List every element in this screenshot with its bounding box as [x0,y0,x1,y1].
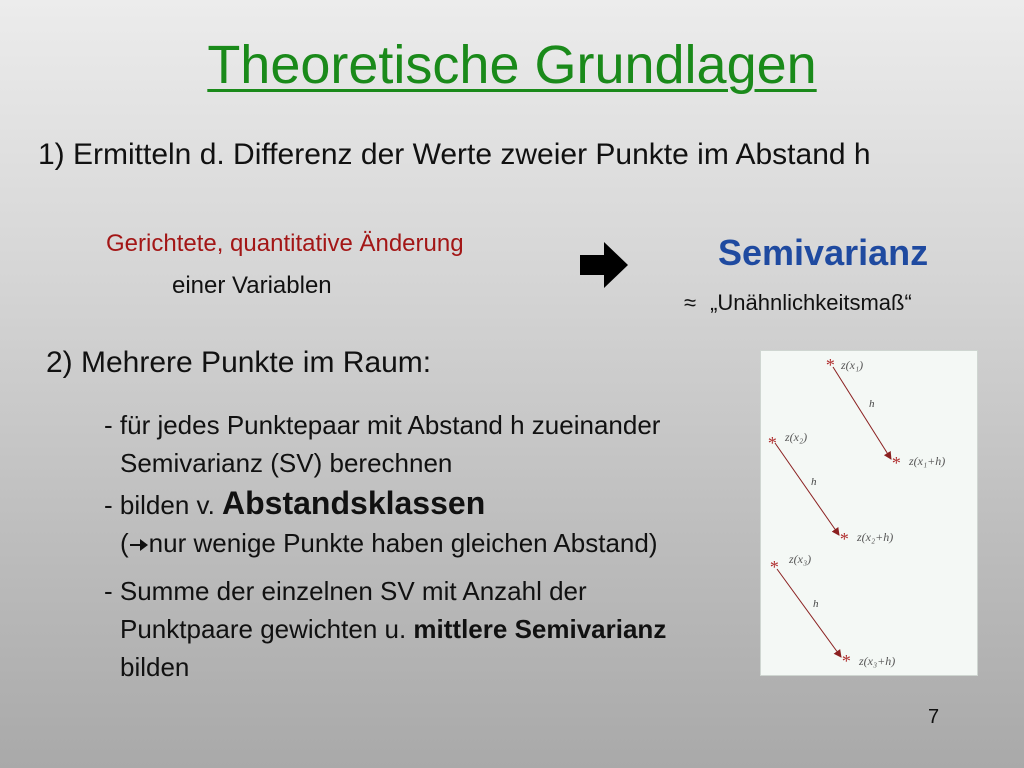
pair-3-start-marker: * [769,557,778,577]
definition-line-2: einer Variablen [172,272,332,299]
pair-2-start-marker: * [767,433,776,453]
point-1: 1) Ermitteln d. Differenz der Werte zweier Punkte im Abstand h [38,138,871,171]
page-number: 7 [928,706,940,728]
point-2: 2) Mehrere Punkte im Raum: [46,346,432,379]
pair-2-end-marker: * [839,529,848,549]
pair-2-arrow [775,443,839,535]
bullet-2-prefix: - bilden v. [104,490,223,520]
pair-1-h-label: h [869,398,875,410]
bullet-3-line-2-bold: mittlere Semivarianz [413,614,667,644]
right-arrow-icon [578,240,630,295]
pair-1-end-label: z(x₁+h) [909,454,946,468]
pair-1-end-marker: * [891,453,900,473]
pair-3-end-label: z(x₃+h) [859,654,896,668]
meaning-text: „Unähnlichkeitsmaß“ [710,290,912,315]
approx-line [684,290,912,316]
arrow-icon [129,537,149,553]
bullet-2-line-2-text: nur wenige Punkte haben gleichen Abstand) [148,528,658,558]
definition-line-1: Gerichtete, quantitative Änderung [106,230,464,257]
bullet-2 [104,484,658,562]
pair-1-start-label: z(x₁) [841,358,864,372]
pair-1-start-marker: * [825,355,834,375]
pair-3-h-label: h [813,598,819,610]
pair-2-end-label: z(x₂+h) [857,530,894,544]
bullet-3-line-2 [104,610,666,648]
pair-3-start-label: z(x₃) [789,552,812,566]
pair-2-start-label: z(x₂) [785,430,808,444]
bullet-3-line-1: - Summe der einzelnen SV mit Anzahl der [104,576,587,606]
semivarianz-term: Semivarianz [718,232,929,273]
bullet-1-line-1: - für jedes Punktepaar mit Abstand h zueinander [104,410,661,440]
bullet-2-bold: Abstandsklassen [222,485,486,521]
bullet-3-line-2-prefix: Punktpaare gewichten u. [120,614,414,644]
bullet-1-line-2: Semivarianz (SV) berechnen [120,448,453,478]
bullet-3 [104,572,666,686]
pair-1-arrow [833,367,891,459]
bullet-3-line-3: bilden [120,652,190,682]
pair-2-h-label: h [811,476,817,488]
semivariogram-pairs-diagram [760,350,978,676]
approx-icon: ≈ [684,290,697,315]
slide-title: Theoretische Grundlagen [207,35,817,95]
pair-3-end-marker: * [841,651,850,671]
paren-open: ( [120,528,129,558]
pair-3-arrow [777,569,841,657]
bullet-1 [104,406,660,482]
bullet-2-line-2 [104,524,658,562]
